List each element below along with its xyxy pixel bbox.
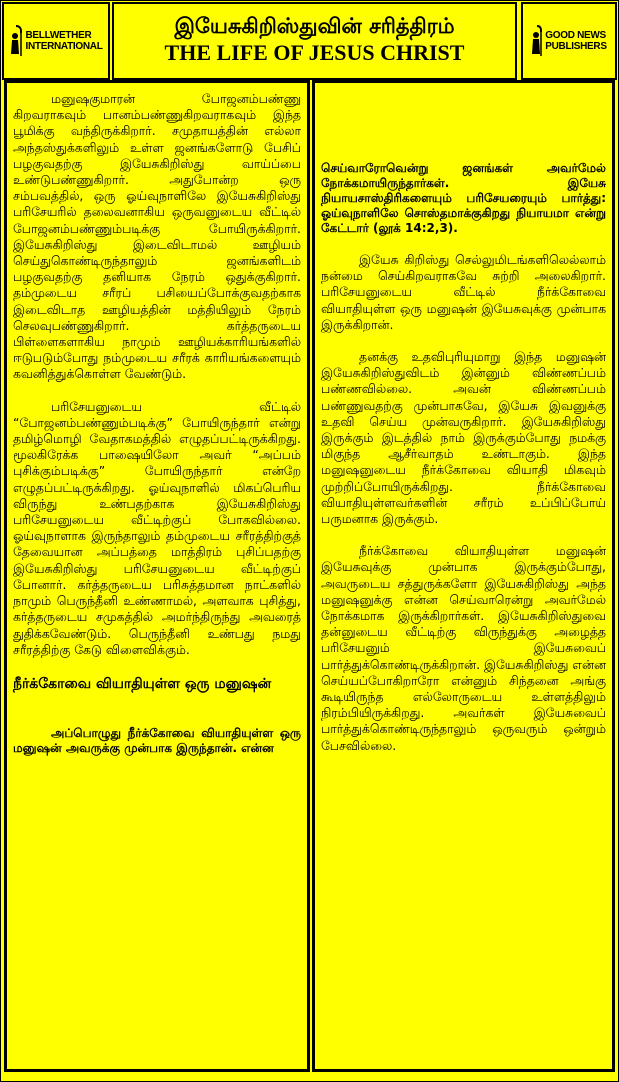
- publisher-left-line2: INTERNATIONAL: [25, 41, 103, 52]
- page-header: [0, 0, 619, 82]
- left-paragraph-2: பரிசேயனுடைய வீட்டில் “போஜனம்பண்ணும்படிக்கு” போயிருந்தார் என்று தமிழ்மொழி வேதாகமத்தில் எழுதப்பட்டிருக்கிறது. மூலகிரேக்க பாஷையிலோ அவர் “அப்பம் புசிக்கும்படிக்கு” போயிருந்தார் என்றே எழுதப்பட்டிருக்கிறது. ஓய்வுநாளில் மிகப்பெரிய விருந்து உண்பதற்காக இயேசுகிறிஸ்து பரிசேயனுடைய வீட்டிற்குப் போகவில்லை. ஓய்வுநாளாக இருந்தாலும் தம்முடைய சரீரத்திற்குத் தேவையான அப்பத்தை மாத்திரம் புசிப்பதற்கு இயேசுகிறிஸ்து பரிசேயனுடைய வீட்டிற்குப் போனார். கர்த்தருடைய பரிசுத்தமான நாட்களில் நாமும் பெருந்தீனி உண்ணாமல், அளவாக புசித்து, கர்த்தருடைய சமுகத்தில் அமர்ந்திருந்து அவரைத் துதிக்கவேண்டும். பெருந்தீனி உண்பது நமது சரீரத்திற்கு கேடு விளைவிக்கும்.: [13, 398, 301, 657]
- right-paragraph-4: நீர்க்கோவை வியாதியுள்ள மனுஷன் இயேசுவுக்கு முன்பாக இருக்கும்போது, அவருடைய சத்துருக்களோ இயேசுகிறிஸ்து அந்த மனுஷனுக்கு என்ன செய்வாரென்று அவர்மேல் நோக்கமாக இருக்கிறார்கள். இயேசுகிறிஸ்துவை தன்னுடைய வீட்டிற்கு விருந்துக்கு அழைத்த பரிசேயனும் இயேசுவைப் பார்த்துக்கொண்டிருக்கிறான். இயேசுகிறிஸ்து என்ன செய்யப்போகிறாரோ என்னும் சிந்தனை அங்கு கூடியிருந்த எல்லோருடைய உள்ளத்திலும் நிரம்பியிருக்கிறது. அவர்கள் இயேசுவைப் பார்த்துக்கொண்டிருந்தாலும் ஒருவரும் ஒன்றும் பேசவில்லை.: [321, 543, 607, 753]
- right-column: [312, 80, 615, 1072]
- right-paragraph-2: இயேசு கிறிஸ்து செல்லுமிடங்களிலெல்லாம் நன்மை செய்கிறவராகவே சுற்றி அலைகிறார். பரிசேயனுடைய வீட்டில் நீர்க்கோவை வியாதியுள்ள ஒரு மனுஷன் இயேசுவுக்கு முன்பாக இருக்கிறான்.: [321, 252, 606, 332]
- left-column: [4, 80, 310, 1072]
- right-paragraph-3: தனக்கு உதவிபுரியுமாறு இந்த மனுஷன் இயேசுகிறிஸ்துவிடம் இன்னும் விண்ணப்பம் பண்ணவில்லை. அவன் விண்ணப்பம் பண்ணுவதற்கு முன்பாகவே, இயேசு இவனுக்கு உதவி செய்ய முன்வருகிறார். இயேசுகிறிஸ்து இருக்கும் இடத்தில் நாம் இருக்கும்போது நமக்கு மிகுந்த ஆசீர்வாதம் உண்டாகும். இந்த மனுஷனுடைய நீர்க்கோவை வியாதி மிகவும் முற்றிப்போயிருக்கிறது. நீர்க்கோவை வியாதியுள்ளவர்களின் சரீரம் உப்பிப்போய் பருமனாக இருக்கும்.: [321, 349, 606, 527]
- title-english: THE LIFE OF JESUS CHRIST: [164, 40, 465, 65]
- left-paragraph-3: அப்பொழுது நீர்க்கோவை வியாதியுள்ள ஒரு மனுஷன் அவருக்கு முன்பாக இருந்தான். என்ன: [13, 725, 301, 755]
- shepherd-icon: [9, 24, 23, 58]
- publisher-right-line1: GOOD NEWS: [545, 30, 606, 41]
- section-subheading: நீர்க்கோவை வியாதியுள்ள ஒரு மனுஷன்: [13, 675, 272, 692]
- right-paragraph-1: செய்வாரோவென்று ஜனங்கள் அவர்மேல் நோக்கமாயிருந்தார்கள். இயேசு நியாயசாஸ்திரிகளையும் பரிசேயரையும் பார்த்து: ஓய்வுநாளிலே சொஸ்தமாக்குகிறது நியாயமா என்று கேட்டார் (லூக் 14:2,3).: [321, 161, 606, 235]
- title-tamil: இயேசுகிறிஸ்துவின் சரித்திரம்: [174, 14, 455, 38]
- shepherd-icon: [531, 24, 543, 58]
- left-paragraph-1: மனுஷகுமாரன் போஜனம்பண்ணு கிறவராகவும் பானம்பண்ணுகிறவராகவும் இந்த பூமிக்கு வந்திருக்கிறார். சமுதாயத்தின் எல்லா அந்தஸ்துக்களிலும் உள்ள ஜனங்களோடு பேசிப் பழகுவதற்கு இயேசுகிறிஸ்து வாய்ப்பை உண்டுபண்ணுகிறார். அதுபோன்ற ஒரு சம்பவத்தில், ஒரு ஓய்வுநாளிலே இயேசுகிறிஸ்து பரிசேயரில் தலைவனாகிய ஒருவனுடைய வீட்டில் போஜனம்பண்ணும்படிக்கு போயிருக்கிறார். இயேசுகிறிஸ்து இடைவிடாமல் ஊழியம் செய்துகொண்டிருந்தாலும் ஜனங்களிடம் பழகுவதற்கு தனியாக நேரம் ஒதுக்குகிறார். தம்முடைய சரீரப் பசியைப்போக்குவதற்காக இடைவிடாத ஊழியத்தின் மத்தியிலும் நேரம் செலவுபண்ணுகிறார். கர்த்தருடைய பிள்ளைகளாகிய நாமும் ஊழியக்காரியங்களில் ஈடுபடும்போது நம்முடைய சரீரக் காரியங்களையும் கவனித்துக்கொள்ள வேண்டும்.: [13, 91, 301, 382]
- publisher-left-line1: BELLWETHER: [25, 30, 92, 41]
- publisher-right-line2: PUBLISHERS: [545, 41, 607, 52]
- good-news-logo: [521, 2, 617, 80]
- bellwether-logo: [2, 2, 110, 80]
- title-box: [112, 2, 517, 80]
